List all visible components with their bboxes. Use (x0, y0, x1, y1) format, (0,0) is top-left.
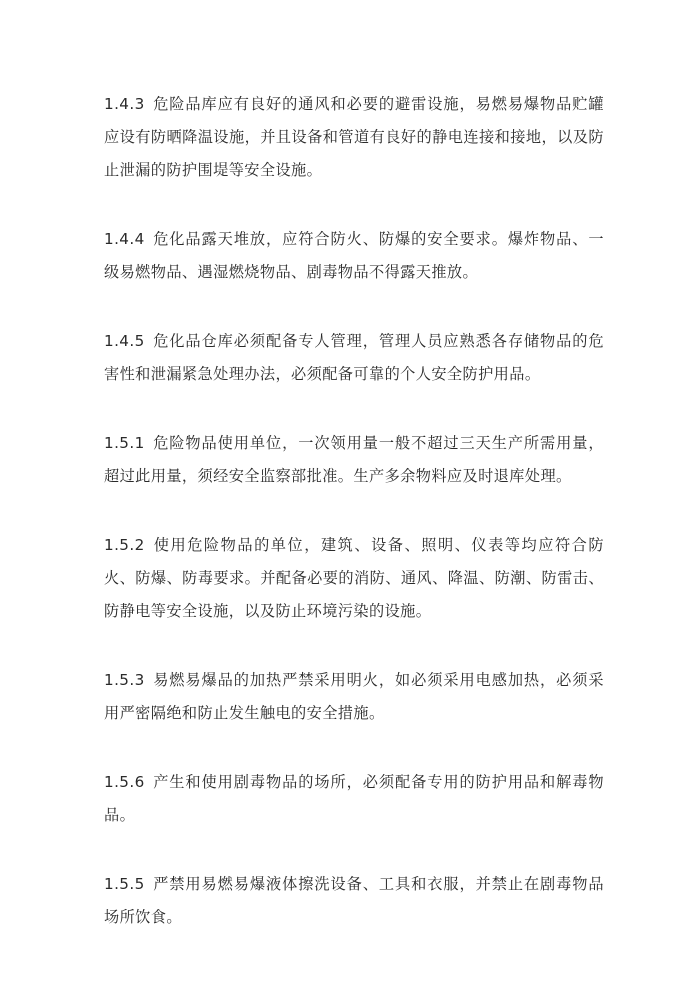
clause-number: 1.4.4 (104, 230, 145, 248)
clause-text: 危险物品使用单位，一次领用量一般不超过三天生产所需用量，超过此用量，须经安全监察部批准。生产多余物料应及时退库处理。 (104, 434, 604, 485)
clause-number: 1.4.3 (104, 95, 145, 113)
paragraph-1-5-1 (104, 427, 604, 493)
paragraph-1-4-5 (104, 325, 604, 391)
clause-text: 产生和使用剧毒物品的场所，必须配备专用的防护用品和解毒物品。 (104, 773, 604, 824)
clause-text: 易燃易爆品的加热严禁采用明火，如必须采用电感加热，必须采用严密隔绝和防止发生触电的安全措施。 (104, 671, 604, 722)
clause-number: 1.5.3 (104, 671, 145, 689)
clause-text: 危化品仓库必须配备专人管理，管理人员应熟悉各存储物品的危害性和泄漏紧急处理办法，必须配备可靠的个人安全防护用品。 (104, 332, 604, 383)
clause-text: 危险品库应有良好的通风和必要的避雷设施，易燃易爆物品贮罐应设有防晒降温设施，并且设备和管道有良好的静电连接和接地，以及防止泄漏的防护围堤等安全设施。 (104, 95, 604, 179)
clause-number: 1.4.5 (104, 332, 145, 350)
paragraph-1-5-3 (104, 664, 604, 730)
paragraph-1-5-6 (104, 766, 604, 832)
paragraph-1-5-5 (104, 868, 604, 934)
clause-number: 1.5.1 (104, 434, 145, 452)
clause-number: 1.5.6 (104, 773, 145, 791)
paragraph-1-5-2 (104, 529, 604, 628)
clause-text: 严禁用易燃易爆液体擦洗设备、工具和衣服，并禁止在剧毒物品场所饮食。 (104, 875, 604, 926)
paragraph-1-4-3 (104, 88, 604, 187)
paragraph-1-4-4 (104, 223, 604, 289)
clause-text: 使用危险物品的单位，建筑、设备、照明、仪表等均应符合防火、防爆、防毒要求。并配备必要的消防、通风、降温、防潮、防雷击、防静电等安全设施，以及防止环境污染的设施。 (104, 536, 604, 620)
clause-number: 1.5.2 (104, 536, 145, 554)
document-body (104, 88, 604, 970)
clause-text: 危化品露天堆放，应符合防火、防爆的安全要求。爆炸物品、一级易燃物品、遇湿燃烧物品、剧毒物品不得露天推放。 (104, 230, 604, 281)
clause-number: 1.5.5 (104, 875, 145, 893)
